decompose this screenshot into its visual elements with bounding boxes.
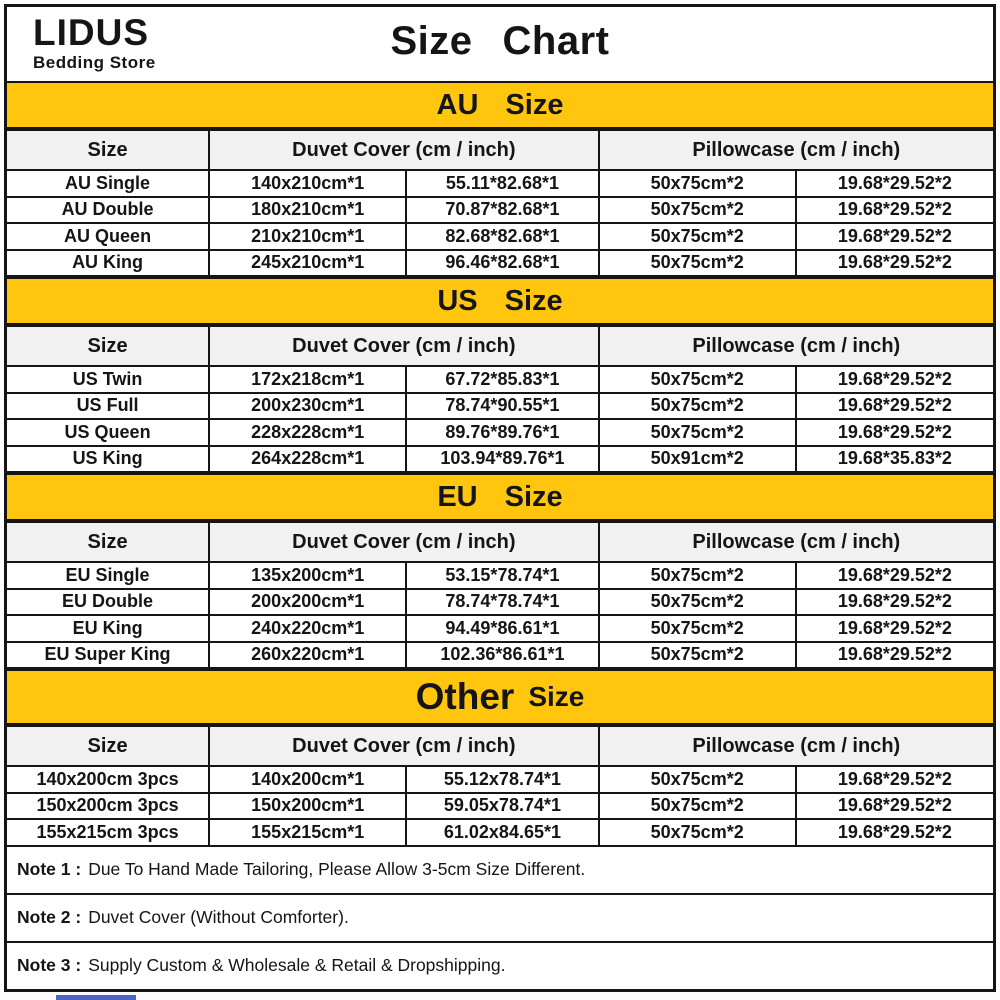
cell-pillow-inch: 19.68*29.52*2	[796, 419, 993, 446]
cell-duvet-inch: 55.11*82.68*1	[406, 170, 598, 197]
table-row	[7, 366, 993, 393]
store-tagline: Bedding Store	[33, 53, 156, 72]
cell-duvet-inch: 59.05x78.74*1	[406, 793, 598, 820]
size-table-eu	[7, 521, 993, 669]
section-eu-title-word2: Size	[504, 480, 563, 513]
header-row	[7, 130, 993, 170]
cell-size: AU Single	[7, 170, 209, 197]
table-row	[7, 446, 993, 473]
cell-duvet-inch: 70.87*82.68*1	[406, 197, 598, 224]
blue-accent-bar	[56, 995, 136, 1000]
cell-duvet-cm: 140x200cm*1	[209, 766, 406, 793]
cell-duvet-inch: 53.15*78.74*1	[406, 562, 598, 589]
notes-panel	[7, 847, 993, 990]
cell-size: US Twin	[7, 366, 209, 393]
cell-duvet-inch: 89.76*89.76*1	[406, 419, 598, 446]
cell-pillow-cm: 50x75cm*2	[599, 197, 796, 224]
cell-pillow-inch: 19.68*29.52*2	[796, 766, 993, 793]
section-us	[7, 277, 993, 473]
cell-pillow-inch: 19.68*29.52*2	[796, 223, 993, 250]
section-other-heading	[7, 669, 993, 725]
cell-pillow-cm: 50x75cm*2	[599, 642, 796, 669]
table-row	[7, 197, 993, 224]
col-header-pillowcase: Pillowcase (cm / inch)	[599, 130, 993, 170]
cell-duvet-cm: 240x220cm*1	[209, 615, 406, 642]
table-row	[7, 615, 993, 642]
col-header-pillowcase: Pillowcase (cm / inch)	[599, 522, 993, 562]
cell-pillow-inch: 19.68*35.83*2	[796, 446, 993, 473]
cell-size: AU Double	[7, 197, 209, 224]
cell-duvet-cm: 150x200cm*1	[209, 793, 406, 820]
page-title	[7, 19, 993, 64]
note-2-text: Duvet Cover (Without Comforter).	[88, 907, 349, 928]
section-eu	[7, 473, 993, 669]
section-au-heading	[7, 81, 993, 129]
cell-size: US Queen	[7, 419, 209, 446]
note-3-text: Supply Custom & Wholesale & Retail & Dropshipping.	[88, 955, 506, 976]
cell-pillow-cm: 50x75cm*2	[599, 589, 796, 616]
col-header-duvet: Duvet Cover (cm / inch)	[209, 326, 598, 366]
cell-size: US Full	[7, 393, 209, 420]
cell-pillow-cm: 50x75cm*2	[599, 562, 796, 589]
table-row	[7, 170, 993, 197]
col-header-pillowcase: Pillowcase (cm / inch)	[599, 326, 993, 366]
header-row	[7, 522, 993, 562]
section-eu-heading	[7, 473, 993, 521]
table-row	[7, 642, 993, 669]
cell-duvet-inch: 67.72*85.83*1	[406, 366, 598, 393]
cell-duvet-cm: 228x228cm*1	[209, 419, 406, 446]
cell-duvet-cm: 200x200cm*1	[209, 589, 406, 616]
cell-size: EU Double	[7, 589, 209, 616]
cell-pillow-cm: 50x75cm*2	[599, 250, 796, 277]
cell-duvet-cm: 172x218cm*1	[209, 366, 406, 393]
cell-duvet-cm: 140x210cm*1	[209, 170, 406, 197]
cell-duvet-cm: 245x210cm*1	[209, 250, 406, 277]
cell-duvet-inch: 82.68*82.68*1	[406, 223, 598, 250]
size-table-other	[7, 725, 993, 847]
section-eu-title-word1: EU	[437, 480, 478, 513]
note-row-2	[7, 893, 993, 941]
cell-pillow-inch: 19.68*29.52*2	[796, 250, 993, 277]
size-table-au	[7, 129, 993, 277]
cell-pillow-inch: 19.68*29.52*2	[796, 793, 993, 820]
cell-size: EU King	[7, 615, 209, 642]
col-header-duvet: Duvet Cover (cm / inch)	[209, 130, 598, 170]
cell-size: 140x200cm 3pcs	[7, 766, 209, 793]
cell-size: 150x200cm 3pcs	[7, 793, 209, 820]
col-header-duvet: Duvet Cover (cm / inch)	[209, 726, 598, 766]
size-chart-frame	[4, 4, 996, 992]
cell-duvet-cm: 180x210cm*1	[209, 197, 406, 224]
cell-duvet-inch: 102.36*86.61*1	[406, 642, 598, 669]
note-row-1	[7, 847, 993, 893]
page-header	[7, 7, 993, 81]
note-1-text: Due To Hand Made Tailoring, Please Allow 3-5cm Size Different.	[88, 859, 586, 880]
page-title-word1: Size	[390, 19, 473, 63]
section-au	[7, 81, 993, 277]
cell-pillow-cm: 50x75cm*2	[599, 419, 796, 446]
cell-duvet-cm: 155x215cm*1	[209, 819, 406, 846]
cell-size: AU Queen	[7, 223, 209, 250]
col-header-size: Size	[7, 326, 209, 366]
cell-size: AU King	[7, 250, 209, 277]
table-row	[7, 766, 993, 793]
note-2-label: Note 2 :	[17, 907, 82, 928]
section-us-heading	[7, 277, 993, 325]
note-1-label: Note 1 :	[17, 859, 82, 880]
cell-duvet-cm: 264x228cm*1	[209, 446, 406, 473]
cell-size: EU Super King	[7, 642, 209, 669]
cell-size: US King	[7, 446, 209, 473]
cell-duvet-cm: 200x230cm*1	[209, 393, 406, 420]
table-row	[7, 589, 993, 616]
section-other-title-word1: Other	[415, 676, 515, 717]
table-row	[7, 793, 993, 820]
header-row	[7, 726, 993, 766]
cell-pillow-inch: 19.68*29.52*2	[796, 562, 993, 589]
col-header-size: Size	[7, 726, 209, 766]
section-au-title-word2: Size	[505, 88, 564, 121]
cell-duvet-cm: 210x210cm*1	[209, 223, 406, 250]
cell-pillow-inch: 19.68*29.52*2	[796, 589, 993, 616]
col-header-pillowcase: Pillowcase (cm / inch)	[599, 726, 993, 766]
cell-pillow-cm: 50x91cm*2	[599, 446, 796, 473]
cell-pillow-inch: 19.68*29.52*2	[796, 366, 993, 393]
section-other	[7, 669, 993, 847]
page-title-word2: Chart	[502, 19, 610, 63]
cell-duvet-cm: 260x220cm*1	[209, 642, 406, 669]
cell-duvet-inch: 103.94*89.76*1	[406, 446, 598, 473]
cell-duvet-inch: 61.02x84.65*1	[406, 819, 598, 846]
col-header-size: Size	[7, 522, 209, 562]
cell-duvet-cm: 135x200cm*1	[209, 562, 406, 589]
cell-pillow-cm: 50x75cm*2	[599, 819, 796, 846]
cell-pillow-cm: 50x75cm*2	[599, 366, 796, 393]
table-row	[7, 223, 993, 250]
cell-pillow-inch: 19.68*29.52*2	[796, 393, 993, 420]
cell-duvet-inch: 55.12x78.74*1	[406, 766, 598, 793]
cell-pillow-inch: 19.68*29.52*2	[796, 642, 993, 669]
header-row	[7, 326, 993, 366]
size-table-us	[7, 325, 993, 473]
cell-size: 155x215cm 3pcs	[7, 819, 209, 846]
table-row	[7, 819, 993, 846]
table-row	[7, 562, 993, 589]
cell-pillow-inch: 19.68*29.52*2	[796, 170, 993, 197]
cell-pillow-inch: 19.68*29.52*2	[796, 615, 993, 642]
cell-pillow-cm: 50x75cm*2	[599, 766, 796, 793]
section-us-title-word2: Size	[504, 284, 563, 317]
cell-pillow-cm: 50x75cm*2	[599, 170, 796, 197]
cell-pillow-cm: 50x75cm*2	[599, 223, 796, 250]
col-header-size: Size	[7, 130, 209, 170]
cell-pillow-inch: 19.68*29.52*2	[796, 819, 993, 846]
cell-pillow-cm: 50x75cm*2	[599, 793, 796, 820]
note-3-label: Note 3 :	[17, 955, 82, 976]
table-row	[7, 250, 993, 277]
table-row	[7, 393, 993, 420]
section-other-title-word2: Size	[528, 681, 585, 712]
table-row	[7, 419, 993, 446]
cell-duvet-inch: 78.74*90.55*1	[406, 393, 598, 420]
col-header-duvet: Duvet Cover (cm / inch)	[209, 522, 598, 562]
cell-size: EU Single	[7, 562, 209, 589]
page-bottom-strip	[0, 992, 1000, 1000]
section-us-title-word1: US	[437, 284, 478, 317]
cell-pillow-inch: 19.68*29.52*2	[796, 197, 993, 224]
cell-pillow-cm: 50x75cm*2	[599, 615, 796, 642]
cell-duvet-inch: 94.49*86.61*1	[406, 615, 598, 642]
note-row-3	[7, 941, 993, 989]
cell-pillow-cm: 50x75cm*2	[599, 393, 796, 420]
store-name: LIDUS	[33, 12, 149, 53]
section-au-title-word1: AU	[436, 88, 479, 121]
cell-duvet-inch: 78.74*78.74*1	[406, 589, 598, 616]
cell-duvet-inch: 96.46*82.68*1	[406, 250, 598, 277]
